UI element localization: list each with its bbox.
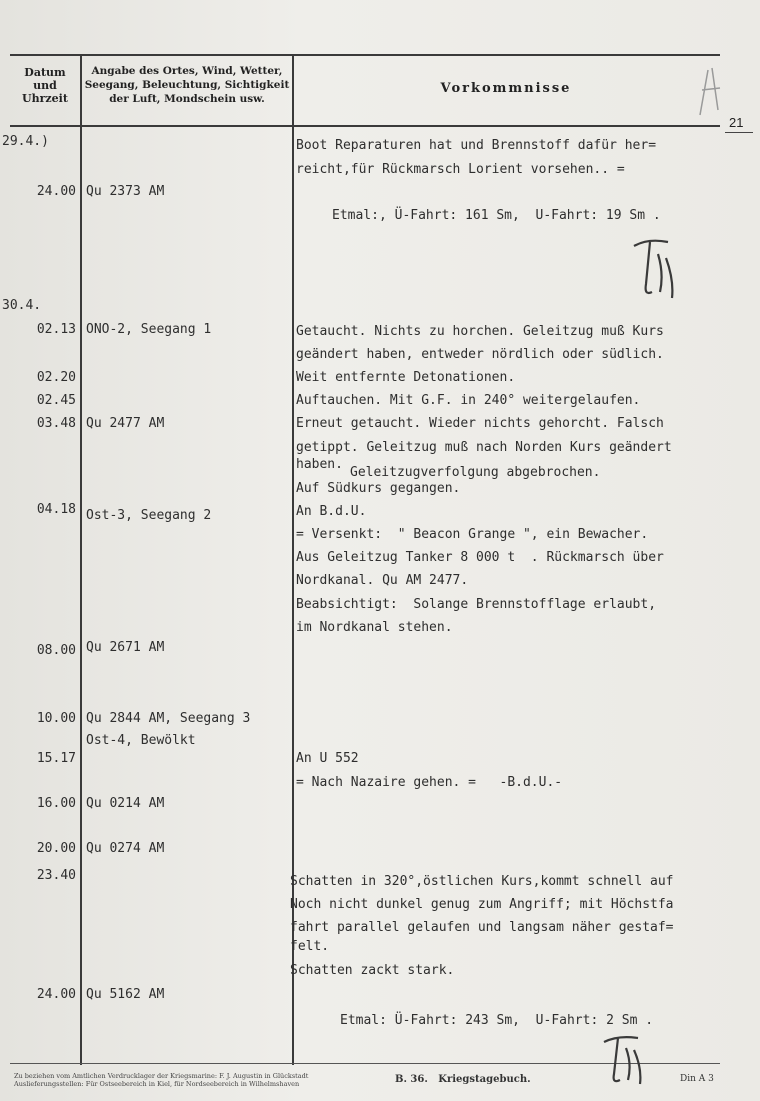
log-text: getippt. Geleitzug muß nach Norden Kurs geändert (296, 440, 672, 455)
pencil-mark (690, 60, 730, 120)
column-divider-place (292, 55, 294, 1065)
signature-1 (628, 234, 688, 304)
log-time: 24.00 (36, 184, 76, 199)
log-time: 24.00 (36, 987, 76, 1002)
log-text: Erneut getaucht. Wieder nichts gehorcht. Falsch (296, 416, 664, 431)
log-text: haben. (296, 457, 343, 472)
log-text: Aus Geleitzug Tanker 8 000 t . Rückmarsch über (296, 550, 664, 565)
log-position: Qu 0214 AM (86, 796, 165, 811)
log-time: 02.20 (36, 370, 76, 385)
log-weather: Ost-4, Bewölkt (86, 733, 196, 748)
log-text: Etmal: Ü-Fahrt: 243 Sm, U-Fahrt: 2 Sm . (340, 1013, 654, 1028)
header-events-column: Vorkommnisse (440, 81, 572, 96)
log-time: 02.13 (36, 322, 76, 337)
log-weather: Ost-3, Seegang 2 (86, 508, 212, 523)
printer-imprint: Zu beziehen vom Amtlichen Verdrucklager der Kriegsmarine: F. J. Augustin in Glückstadt Auslieferungsstellen: Für Ostseebereich in Kiel, für Nordseebereich in Wilhelmshaven (14, 1072, 309, 1088)
log-text: Beabsichtigt: Solange Brennstofflage erlaubt, (296, 597, 657, 612)
page-number-underline (725, 132, 753, 133)
log-text: = Versenkt: " Beacon Grange ", ein Bewacher. (296, 527, 649, 542)
log-text: Noch nicht dunkel genug zum Angriff; mit Höchstfa (290, 897, 674, 912)
log-text: reicht,für Rückmarsch Lorient vorsehen.. = (296, 162, 625, 177)
log-time: 02.45 (36, 393, 76, 408)
form-identifier: B. 36. Kriegstagebuch. (395, 1074, 531, 1085)
signature-2 (598, 1032, 658, 1088)
log-text: Boot Reparaturen hat und Brennstoff dafür her= (296, 138, 657, 153)
log-text: geändert haben, entweder nördlich oder südlich. (296, 347, 664, 362)
paper-size: Din A 3 (680, 1074, 714, 1084)
header-date-column: Datum und Uhrzeit (22, 66, 68, 105)
log-position: Qu 0274 AM (86, 841, 165, 856)
log-text: = Nach Nazaire gehen. = -B.d.U.- (296, 775, 563, 790)
log-time: 23.40 (36, 868, 76, 883)
log-text: felt. (290, 939, 330, 954)
header-place-column: Angabe des Ortes, Wind, Wetter, Seegang, Beleuchtung, Sichtigkeit der Luft, Mondschein usw. (84, 65, 290, 105)
column-divider-date (80, 55, 82, 1065)
log-time: 10.00 (36, 711, 76, 726)
log-text: Auftauchen. Mit G.F. in 240° weitergelaufen. (296, 393, 641, 408)
log-time: 08.00 (36, 643, 76, 658)
log-text: Nordkanal. Qu AM 2477. (296, 573, 469, 588)
log-time: 03.48 (36, 416, 76, 431)
log-text: Auf Südkurs gegangen. (296, 481, 461, 496)
log-text: An B.d.U. (296, 504, 367, 519)
log-text: Schatten zackt stark. (290, 963, 455, 978)
page-number: 21 (729, 115, 744, 130)
log-text: Getaucht. Nichts zu horchen. Geleitzug muß Kurs (296, 324, 664, 339)
log-time: 29.4.) (2, 134, 49, 149)
log-position: Qu 5162 AM (86, 987, 165, 1002)
log-text: Schatten in 320°,östlichen Kurs,kommt schnell auf (290, 874, 674, 889)
log-text: Geleitzugverfolgung abgebrochen. (350, 465, 601, 480)
log-time: 04.18 (36, 502, 76, 517)
log-text: Etmal:, Ü-Fahrt: 161 Sm, U-Fahrt: 19 Sm . (332, 208, 661, 223)
log-position: Qu 2844 AM, Seegang 3 (86, 711, 251, 726)
log-position: Qu 2671 AM (86, 640, 165, 655)
log-time: 20.00 (36, 841, 76, 856)
table-header-rule (10, 125, 720, 127)
log-text: im Nordkanal stehen. (296, 620, 453, 635)
log-text: Weit entfernte Detonationen. (296, 370, 516, 385)
log-weather: ONO-2, Seegang 1 (86, 322, 212, 337)
log-text: An U 552 (296, 751, 359, 766)
table-top-rule (10, 54, 720, 56)
log-time: 16.00 (36, 796, 76, 811)
log-position: Qu 2373 AM (86, 184, 165, 199)
log-text: fahrt parallel gelaufen und langsam näher gestaf= (290, 920, 674, 935)
log-position: Qu 2477 AM (86, 416, 165, 431)
log-date: 30.4. (2, 298, 42, 313)
log-time: 15.17 (36, 751, 76, 766)
